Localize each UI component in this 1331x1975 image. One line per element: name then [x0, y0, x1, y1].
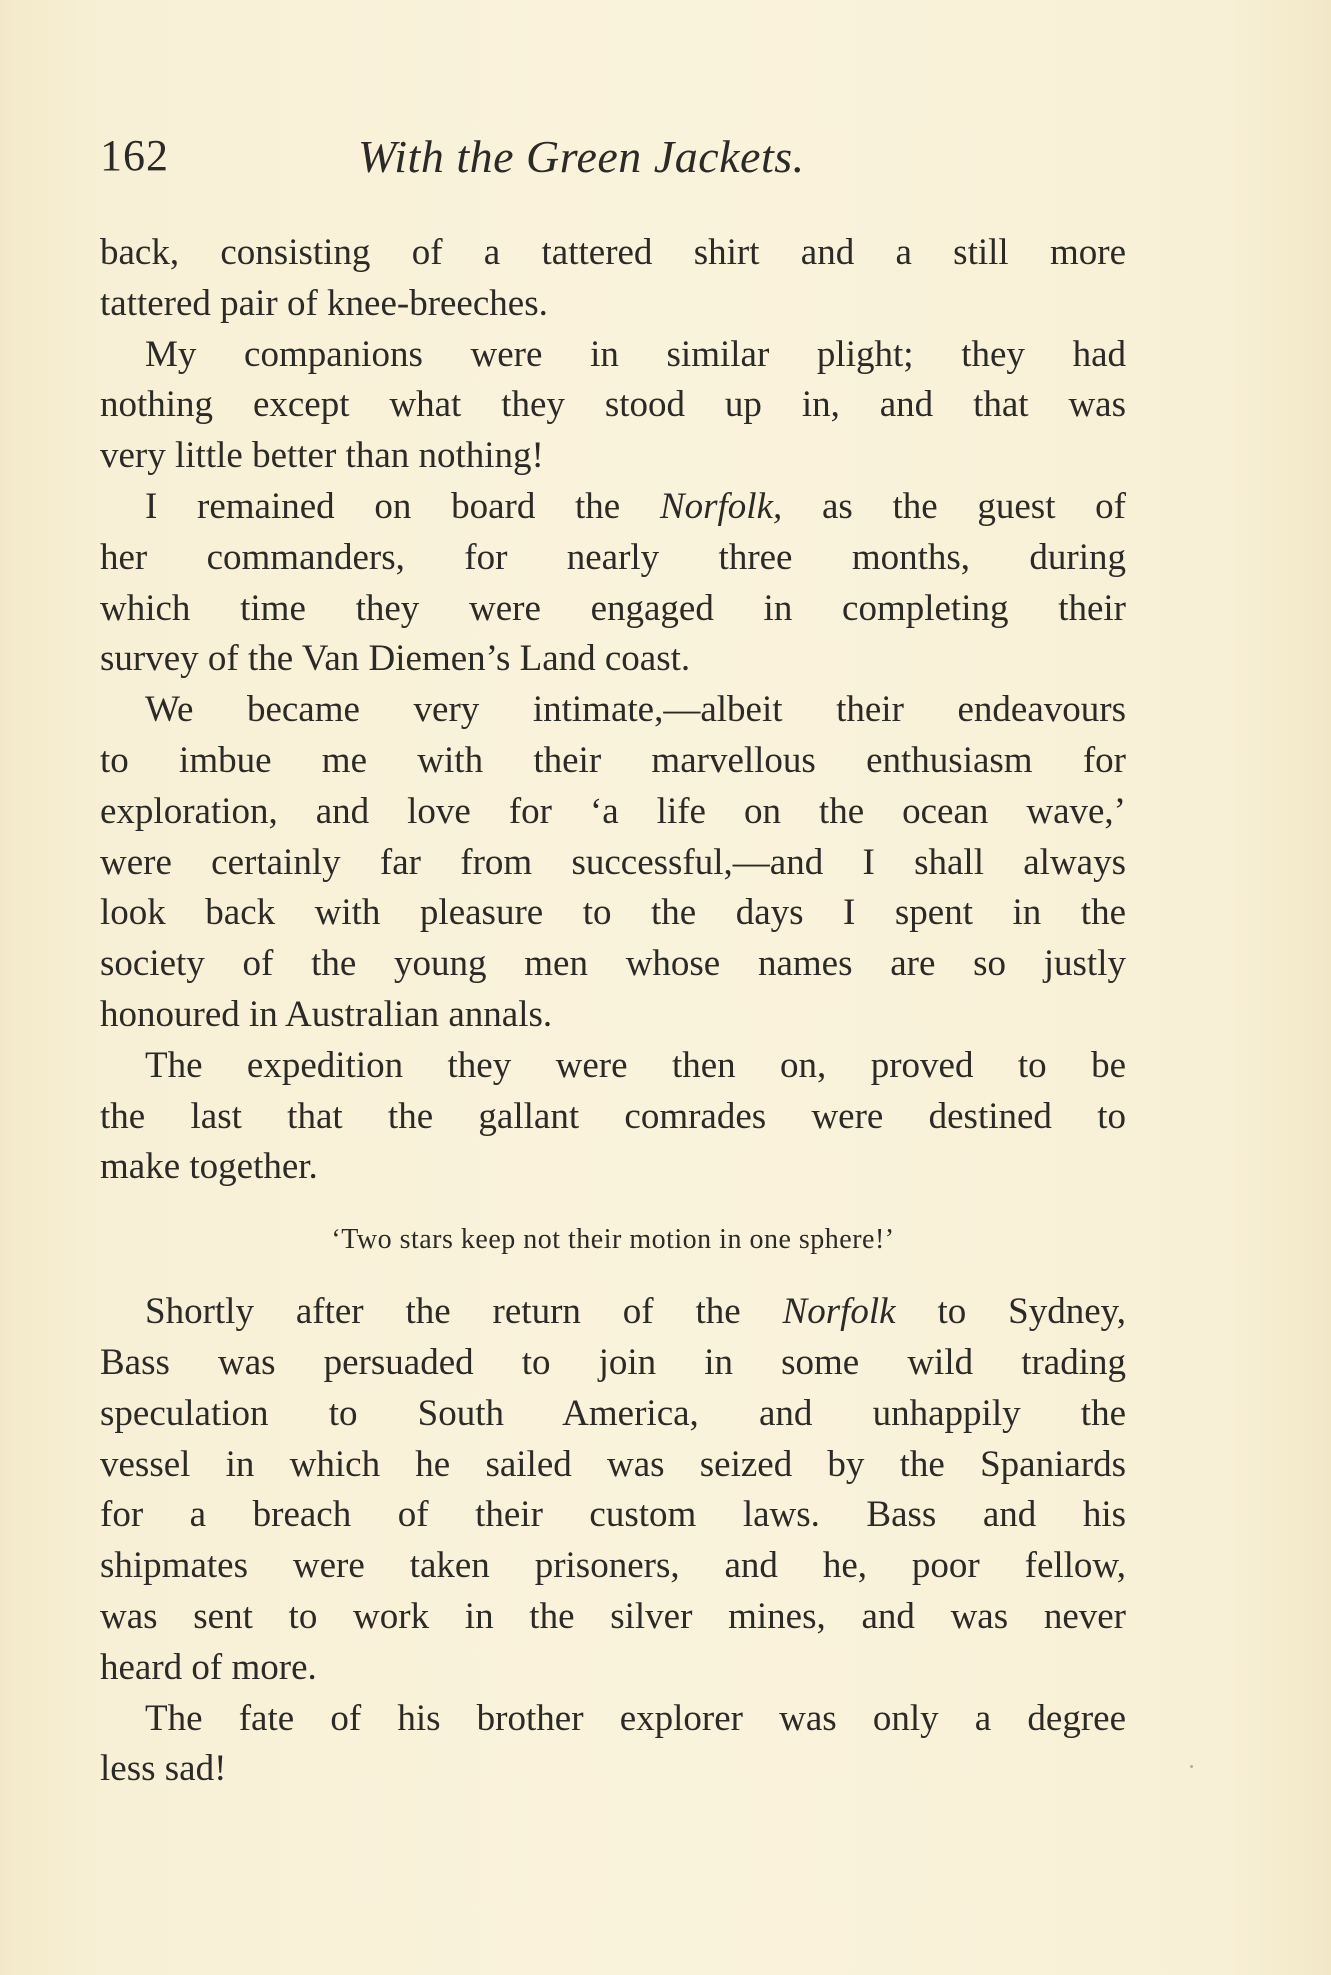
text-line: honoured in Australian annals.: [100, 993, 553, 1035]
body-text: [100, 228, 1126, 1795]
text-line: exploration, and love for ‘a life on the ocean wave,’: [100, 790, 1126, 832]
text-fragment: as the guest of: [782, 485, 1127, 527]
text-fragment: to Sydney,: [895, 1291, 1126, 1333]
paragraph-5: [100, 1041, 1126, 1193]
text-line: The fate of his brother explorer was only a degree: [145, 1697, 1126, 1739]
text-line: [100, 482, 1126, 533]
text-line: Bass was persuaded to join in some wild trading: [100, 1341, 1126, 1383]
text-line: her commanders, for nearly three months, during: [100, 536, 1126, 578]
text-line: speculation to South America, and unhappily the: [100, 1392, 1126, 1434]
text-line: My companions were in similar plight; they had: [145, 333, 1126, 375]
text-line: look back with pleasure to the days I spent in the: [100, 892, 1126, 934]
paragraph-7: [100, 1694, 1126, 1796]
text-line: tattered pair of knee-breeches.: [100, 282, 548, 324]
ship-name-italic: Norfolk: [782, 1291, 896, 1333]
page-number: 162: [100, 131, 169, 180]
epigraph-quote: ‘Two stars keep not their motion in one sphere!’: [331, 1224, 895, 1256]
text-fragment: Shortly after the return of the: [145, 1291, 783, 1333]
text-line: which time they were engaged in completing their: [100, 587, 1126, 629]
text-line: make together.: [100, 1146, 318, 1188]
page-header: [100, 130, 1130, 190]
text-line: [100, 1287, 1126, 1338]
text-line: the last that the gallant comrades were destined to: [100, 1095, 1126, 1137]
text-line: to imbue me with their marvellous enthusiasm for: [100, 739, 1126, 781]
text-line: was sent to work in the silver mines, and was never: [100, 1595, 1126, 1637]
running-title: With the Green Jackets.: [358, 131, 805, 182]
text-fragment: I remained on board the: [145, 485, 660, 527]
paragraph-1: [100, 228, 1126, 330]
text-line: survey of the Van Diemen’s Land coast.: [100, 638, 691, 680]
paragraph-4: [100, 685, 1126, 1041]
text-line: society of the young men whose names are so justly: [100, 943, 1126, 985]
text-line: for a breach of their custom laws. Bass and his: [100, 1494, 1126, 1536]
paper-speck: [1190, 1765, 1193, 1768]
text-line: We became very intimate,—albeit their endeavours: [145, 689, 1126, 731]
text-line: shipmates were taken prisoners, and he, poor fellow,: [100, 1545, 1126, 1587]
text-line: back, consisting of a tattered shirt and a still more: [100, 232, 1126, 273]
ship-name-italic: Norfolk,: [659, 485, 783, 527]
text-line: very little better than nothing!: [100, 435, 544, 477]
text-line: The expedition they were then on, proved to be: [145, 1044, 1126, 1086]
text-line: vessel in which he sailed was seized by the Spaniards: [100, 1443, 1126, 1485]
paragraph-3: [100, 482, 1126, 685]
paragraph-2: [100, 330, 1126, 482]
text-line: less sad!: [100, 1748, 227, 1790]
paragraph-6: [100, 1287, 1126, 1693]
text-line: were certainly far from successful,—and I shall always: [100, 841, 1126, 883]
text-line: nothing except what they stood up in, and that was: [100, 384, 1126, 426]
text-line: heard of more.: [100, 1646, 317, 1688]
